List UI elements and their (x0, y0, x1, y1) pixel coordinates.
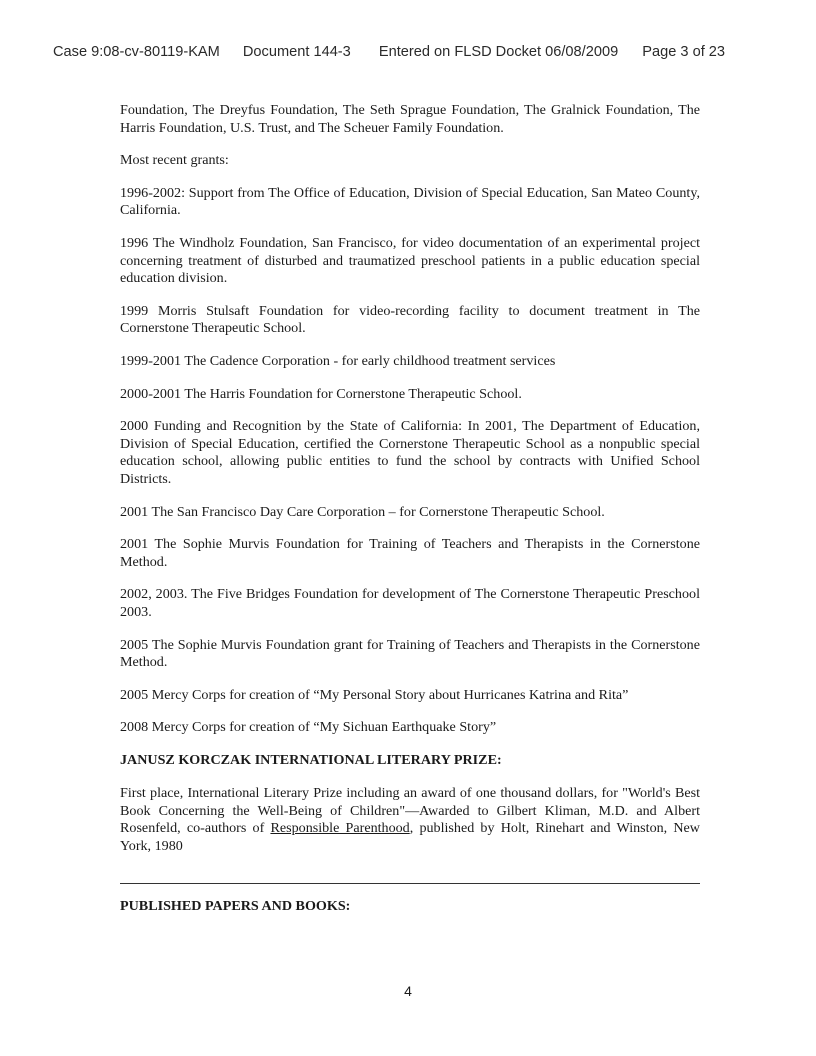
prize-paragraph (120, 785, 700, 855)
papers-heading: PUBLISHED PAPERS AND BOOKS: (120, 898, 351, 915)
grant-item: 1996-2002: Support from The Office of Education, Division of Special Education, San Mateo County, California. (120, 184, 700, 219)
case-number: Case 9:08-cv-80119-KAM (53, 44, 220, 60)
prize-text-after: , published by Holt, Rinehart and Winston, New York, 1980 (120, 820, 700, 854)
grant-item: 2008 Mercy Corps for creation of “My Sichuan Earthquake Story” (120, 719, 497, 736)
case-header (53, 44, 763, 60)
grant-item: 2000-2001 The Harris Foundation for Cornerstone Therapeutic School. (120, 385, 522, 402)
grant-item: 1996 The Windholz Foundation, San Francisco, for video documentation of an experimental project concerning treatment of disturbed and traumatized preschool patients in a public education special education division. (120, 235, 700, 287)
page-number: 4 (404, 983, 412, 999)
grant-item: 2005 The Sophie Murvis Foundation grant for Training of Teachers and Therapists in the Cornerstone Method. (120, 636, 700, 671)
grant-item: 2001 The Sophie Murvis Foundation for Training of Teachers and Therapists in the Cornerstone Method. (120, 536, 700, 570)
grant-item: 2002, 2003. The Five Bridges Foundation for development of The Cornerstone Therapeutic Preschool 2003. (120, 586, 700, 620)
document-body (120, 102, 700, 916)
grants-label: Most recent grants: (120, 152, 229, 169)
document-number: Document 144-3 (242, 44, 351, 60)
section-divider (120, 883, 700, 884)
book-title: Responsible Parenthood (270, 820, 410, 837)
grant-item: 1999 Morris Stulsaft Foundation for video-recording facility to document treatment in The Cornerstone Therapeutic School. (120, 302, 700, 337)
prize-heading: JANUSZ KORCZAK INTERNATIONAL LITERARY PRIZE: (120, 752, 502, 769)
intro-paragraph: Foundation, The Dreyfus Foundation, The Seth Sprague Foundation, The Gralnick Foundation, The Harris Foundation, U.S. Trust, and The Scheuer Family Foundation. (120, 102, 700, 136)
grant-item: 2000 Funding and Recognition by the State of California: In 2001, The Department of Education, Division of Special Education, certified the Cornerstone Therapeutic School as a nonpublic special education school, allowing public entities to fund the school by contracts with Unified School Districts. (120, 418, 700, 487)
grant-item: 1999-2001 The Cadence Corporation - for early childhood treatment services (120, 352, 556, 369)
page-count: Page 3 of 23 (642, 44, 726, 60)
docket-entry: Entered on FLSD Docket 06/08/2009 (378, 44, 619, 60)
prize-text-before: First place, International Literary Prize including an award of one thousand dollars, for "World's Best Book Concerning the Well-Being of Children"—Awarded to Gilbert Kliman, M.D. and Albert Rosenfeld, co-authors of (120, 785, 700, 837)
grant-item: 2001 The San Francisco Day Care Corporation – for Cornerstone Therapeutic School. (120, 503, 605, 520)
grant-item: 2005 Mercy Corps for creation of “My Personal Story about Hurricanes Katrina and Rita” (120, 686, 629, 703)
